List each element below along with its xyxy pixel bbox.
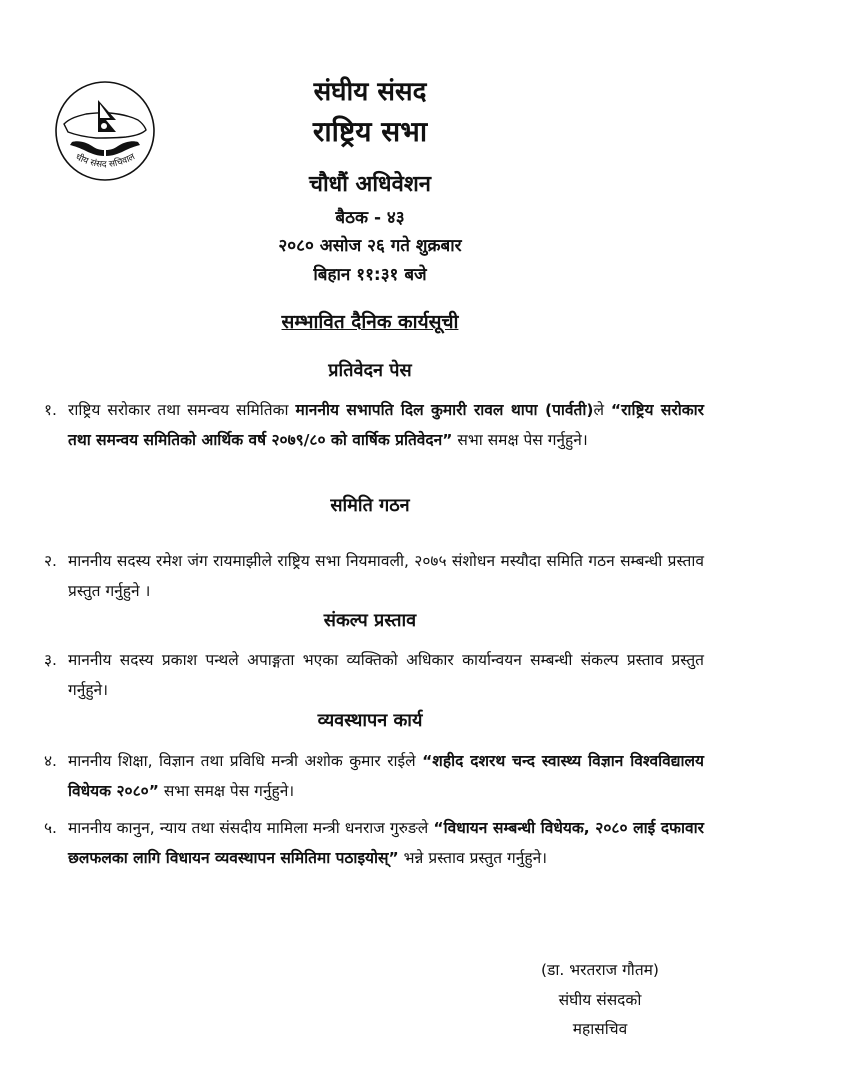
meeting-number: बैठक - ४३	[335, 208, 405, 228]
signatory-org: संघीय संसदको	[558, 991, 642, 1009]
item-number: ५.	[44, 819, 57, 837]
signatory-title: महासचिव	[572, 1020, 628, 1038]
item-number: २.	[44, 552, 57, 570]
logo-caption: घीय संसद सचिवाल	[73, 152, 137, 171]
item-number: ४.	[44, 752, 57, 770]
meeting-date: २०८० असोज २६ गते शुक्रबार	[278, 236, 462, 256]
signatory-name: (डा. भरतराज गौतम)	[541, 961, 659, 979]
agenda-item-1	[44, 395, 704, 455]
section-heading-resolution: संकल्प प्रस्ताव	[323, 610, 417, 631]
item-text: राष्ट्रिय सरोकार तथा समन्वय समितिका माननीय सभापति दिल कुमारी रावल थापा (पार्वती)ले “राष्ट्रिय सरोकार तथा समन्वय समितिको आर्थिक वर्ष २०७९/८० को वार्षिक प्रतिवेदन” सभा समक्ष पेस गर्नुहुने।	[68, 401, 705, 449]
agenda-item-2	[44, 546, 704, 606]
meeting-time: बिहान ११:३१ बजे	[313, 265, 427, 285]
item-text: माननीय सदस्य रमेश जंग रायमाझीले राष्ट्रिय सभा नियमावली, २०७५ संशोधन मस्यौदा समिति गठन सम्बन्धी प्रस्ताव प्रस्तुत गर्नुहुने ।	[68, 552, 704, 600]
item-number: १.	[44, 401, 57, 419]
house-name: राष्ट्रिय सभा	[312, 115, 428, 148]
item-text: माननीय शिक्षा, विज्ञान तथा प्रविधि मन्त्री अशोक कुमार राईले “शहीद दशरथ चन्द स्वास्थ्य विज्ञान विश्वविद्यालय विधेयक २०८०” सभा समक्ष पेस गर्नुहुने।	[68, 752, 704, 800]
agenda-item-5	[44, 813, 704, 873]
agenda-item-4	[44, 746, 704, 806]
agenda-title: सम्भावित दैनिक कार्यसूची	[281, 311, 459, 333]
section-heading-committee: समिति गठन	[330, 495, 410, 516]
item-number: ३.	[44, 651, 57, 669]
session-title: चौधौं अधिवेशन	[309, 172, 431, 197]
agenda-item-3	[44, 645, 704, 705]
item-text: माननीय सदस्य प्रकाश पन्थले अपाङ्गता भएका व्यक्तिको अधिकार कार्यान्वयन सम्बन्धी संकल्प प्रस्ताव प्रस्तुत गर्नुहुने।	[68, 651, 704, 699]
section-heading-report: प्रतिवेदन पेस	[328, 360, 412, 381]
section-heading-legislation: व्यवस्थापन कार्य	[317, 710, 423, 731]
item-text: माननीय कानुन, न्याय तथा संसदीय मामिला मन्त्री धनराज गुरुङले “विधायन सम्बन्धी विधेयक, २०८० लाई दफावार छलफलका लागि विधायन व्यवस्थापन समितिमा पठाइयोस्” भन्ने प्रस्ताव प्रस्तुत गर्नुहुने।	[68, 819, 704, 867]
parliament-name: संघीय संसद	[313, 77, 427, 107]
